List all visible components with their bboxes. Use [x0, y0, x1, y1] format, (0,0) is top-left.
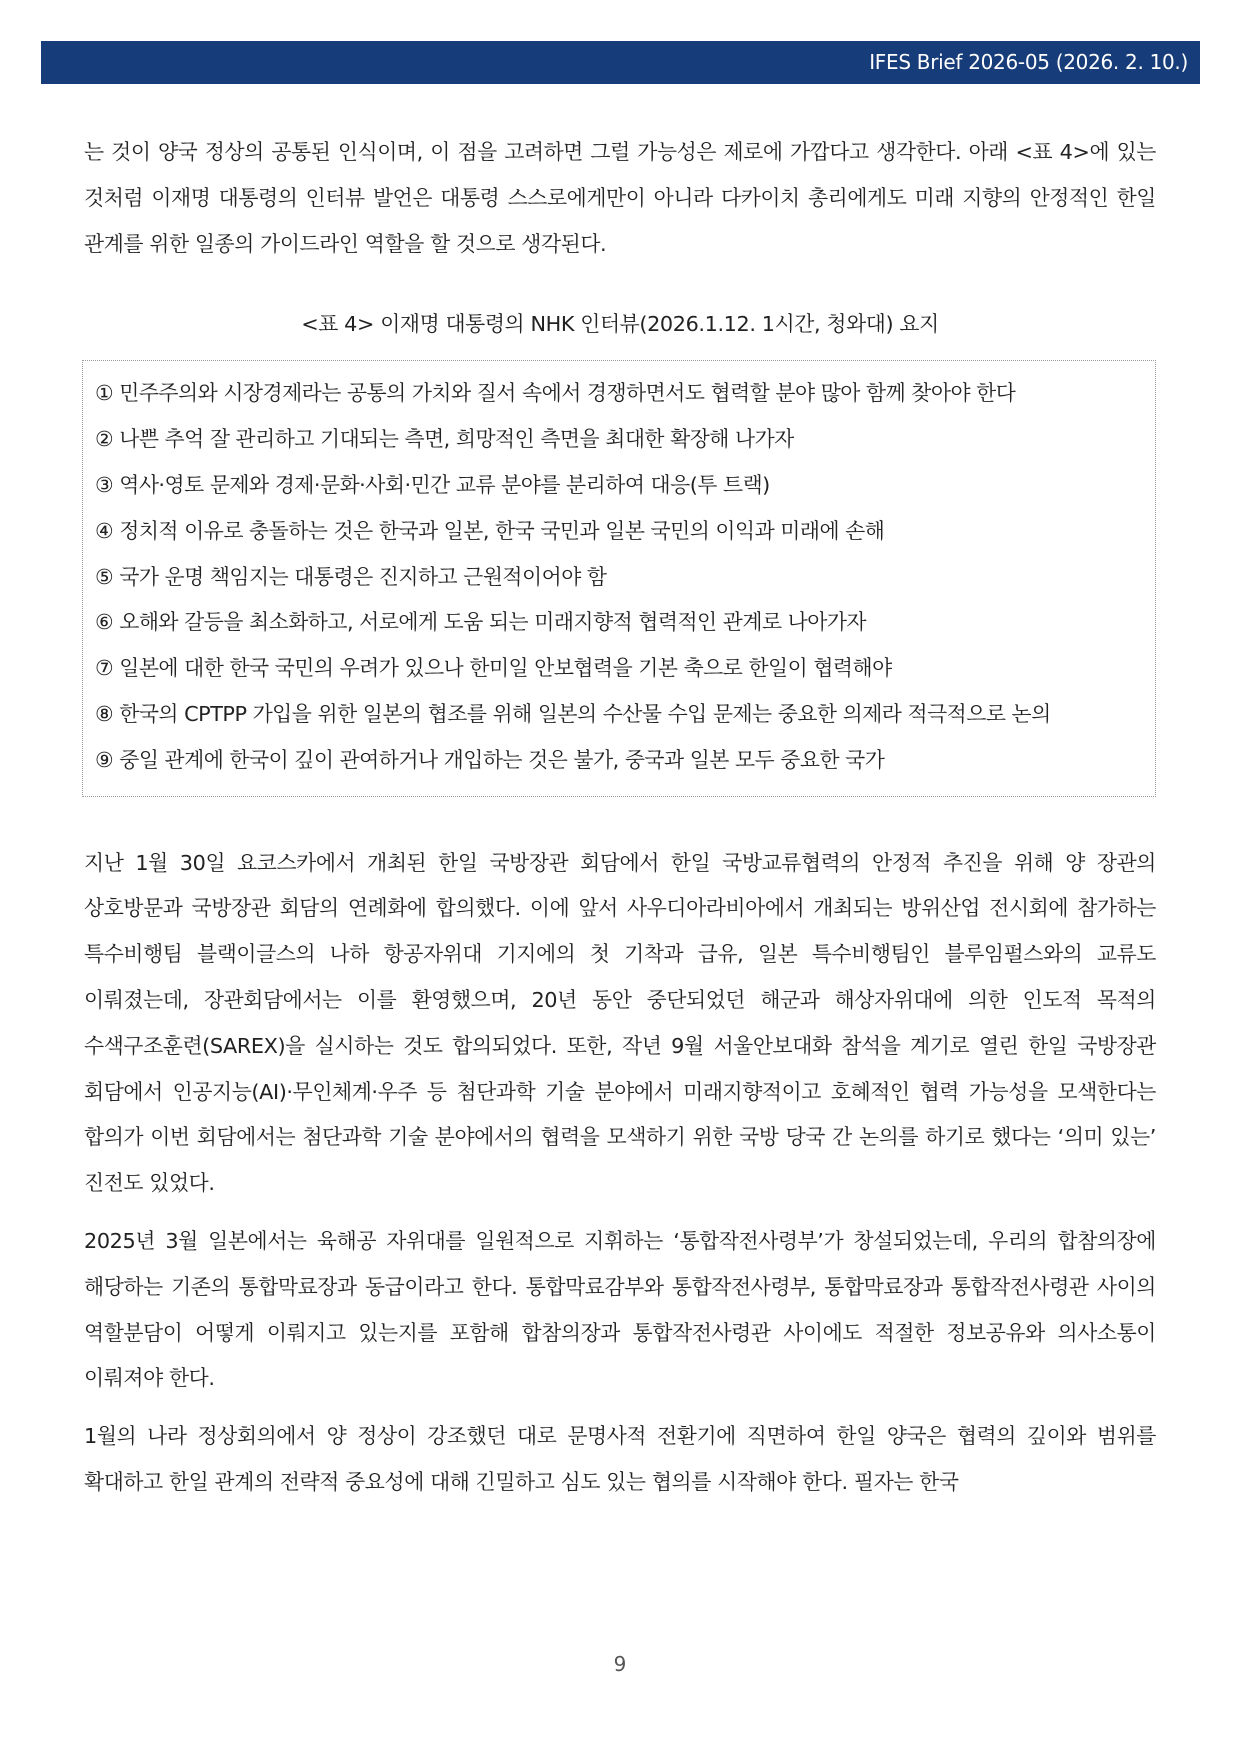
summary-item: ⑦ 일본에 대한 한국 국민의 우려가 있으나 한미일 안보협력을 기본 축으로 한일이 협력해야 [95, 656, 892, 681]
summary-item: ⑨ 중일 관계에 한국이 깊이 관여하거나 개입하는 것은 불가, 중국과 일본 모두 중요한 국가 [95, 747, 885, 772]
intro-paragraph: 는 것이 양국 정상의 공통된 인식이며, 이 점을 고려하면 그럴 가능성은 제로에 가깝다고 생각한다. 아래 <표 4>에 있는 것처럼 이재명 대통령의 인터뷰 발언은 대통령 스스로에게만이 아니라 다카이치 총리에게도 미래 지향의 안정적인 한일 관계를 위한 일종의 가이드라인 역할을 할 것으로 생각된다. [84, 140, 1156, 256]
body-paragraph-joint-command: 2025년 3월 일본에서는 육해공 자위대를 일원적으로 지휘하는 ‘통합작전사령부’가 창설되었는데, 우리의 합참의장에 해당하는 기존의 통합막료장과 동급이라고 한다. 통합막료감부와 통합작전사령부, 통합막료장과 통합작전사령관 사이의 역할분담이 어떻게 이뤄지고 있는지를 포함해 합참의장과 통합작전사령관 사이에도 적절한 정보공유와 의사소통이 이뤄져야 한다. [84, 1228, 1156, 1391]
summary-item: ⑤ 국가 운명 책임지는 대통령은 진지하고 근원적이어야 함 [95, 564, 607, 589]
table-caption: <표 4> 이재명 대통령의 NHK 인터뷰(2026.1.12. 1시간, 청와대) 요지 [301, 312, 939, 337]
summary-item: ④ 정치적 이유로 충돌하는 것은 한국과 일본, 한국 국민과 일본 국민의 이익과 미래에 손해 [95, 518, 885, 543]
page-content [84, 130, 1156, 1506]
summary-item: ③ 역사·영토 문제와 경제·문화·사회·민간 교류 분야를 분리하여 대응(투 트랙) [95, 472, 770, 497]
body-paragraph-defense-talks: 지난 1월 30일 요코스카에서 개최된 한일 국방장관 회담에서 한일 국방교류협력의 안정적 추진을 위해 양 장관의 상호방문과 국방장관 회담의 연례화에 합의했다. 이에 앞서 사우디아라비아에서 개최되는 방위산업 전시회에 참가하는 특수비행팀 블랙이글스의 나하 항공자위대 기지에의 첫 기착과 급유, 일본 특수비행팀인 블루임펄스와의 교류도 이뤄졌는데, 장관회담에서는 이를 환영했으며, 20년 동안 중단되었던 해군과 해상자위대에 의한 인도적 목적의 수색구조훈련(SAREX)을 실시하는 것도 합의되었다. 또한, 작년 9월 서울안보대화 참석을 계기로 열린 한일 국방장관 회담에서 인공지능(AI)·무인체계·우주 등 첨단과학 기술 분야에서 미래지향적이고 호혜적인 협력 가능성을 모색한다는 합의가 이번 회담에서는 첨단과학 기술 분야에서의 협력을 모색하기 위한 국방 당국 간 논의를 하기로 했다는 ‘의미 있는’ 진전도 있었다. [84, 850, 1156, 1196]
summary-item: ② 나쁜 추억 잘 관리하고 기대되는 측면, 희망적인 측면을 최대한 확장해 나가자 [95, 427, 794, 452]
publication-title: IFES Brief 2026-05 (2026. 2. 10.) [869, 50, 1188, 74]
summary-item: ⑥ 오해와 갈등을 최소화하고, 서로에게 도움 되는 미래지향적 협력적인 관계로 나아가자 [95, 610, 867, 635]
summary-item: ⑧ 한국의 CPTPP 가입을 위한 일본의 협조를 위해 일본의 수산물 수입 문제는 중요한 의제라 적극적으로 논의 [95, 701, 1051, 726]
summary-item: ① 민주주의와 시장경제라는 공통의 가치와 질서 속에서 경쟁하면서도 협력할 분야 많아 함께 찾아야 한다 [95, 381, 1016, 406]
header-bar [41, 41, 1200, 84]
interview-summary-table [82, 360, 1156, 796]
body-paragraph-summit: 1월의 나라 정상회의에서 양 정상이 강조했던 대로 문명사적 전환기에 직면하여 한일 양국은 협력의 깊이와 범위를 확대하고 한일 관계의 전략적 중요성에 대해 긴밀하고 심도 있는 협의를 시작해야 한다. 필자는 한국 [84, 1424, 1156, 1494]
page-number: 9 [613, 1652, 627, 1676]
